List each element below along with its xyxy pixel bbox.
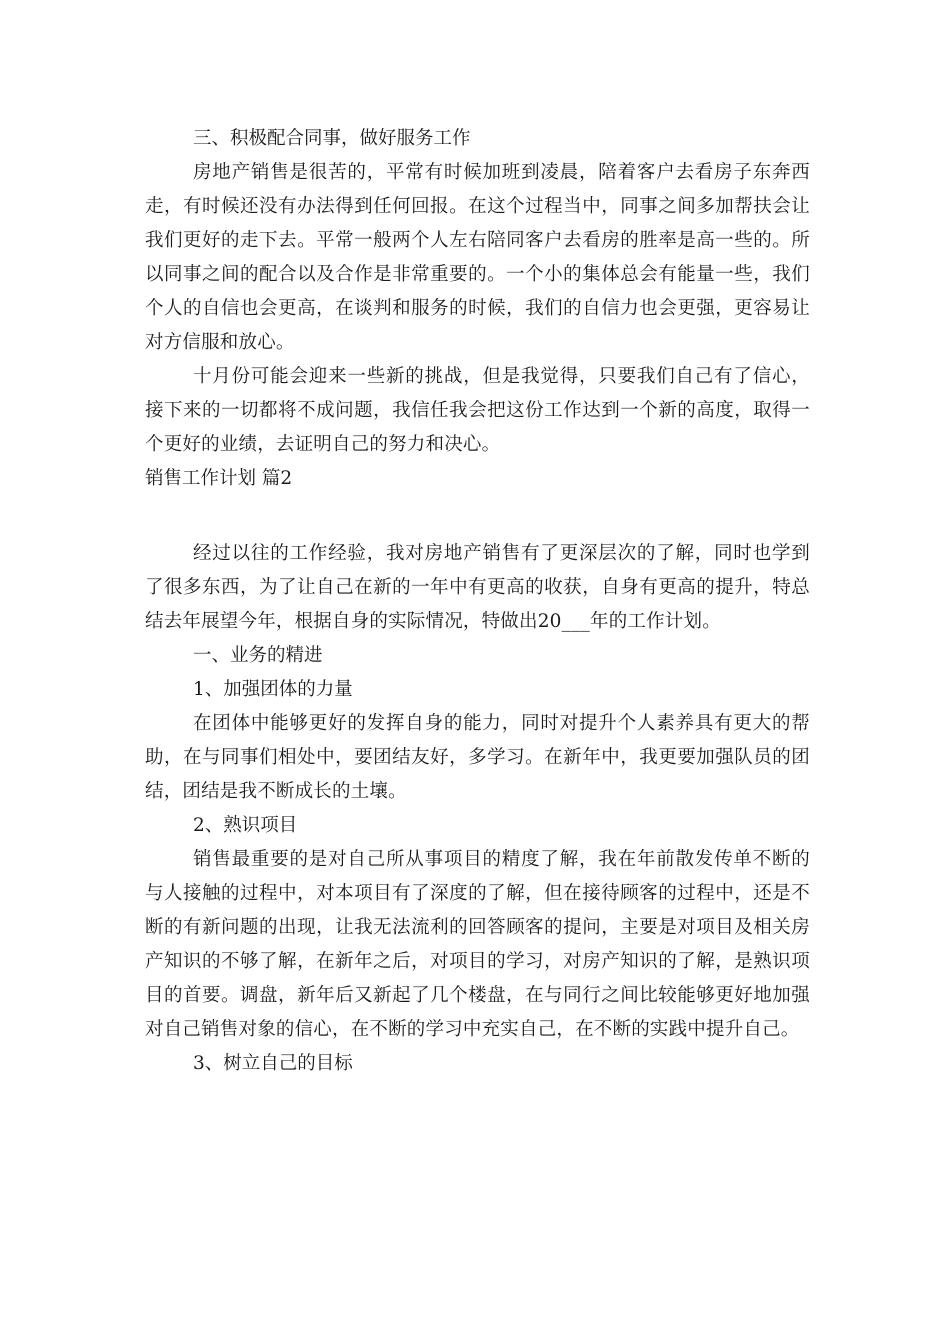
subheading-team-strength: 1、加强团体的力量 [193, 679, 353, 700]
paragraph-work-plan-intro: 经过以往的工作经验，我对房地产销售有了更深层次的了解，同时也学到了很多东西，为了让自己在新的一年中有更高的收获，自身有更高的提升，特总结去年展望今年，根据自身的实际情况，特做出20___年的工作计划。 [145, 543, 810, 632]
paragraph-sales-hardship: 房地产销售是很苦的，平常有时候加班到凌晨，陪着客户去看房子东奔西走，有时候还没有办法得到任何回报。在这个过程当中，同事之间多加帮扶会让我们更好的走下去。平常一般两个人左右陪同客户去看房的胜率是高一些的。所以同事之间的配合以及合作是非常重要的。一个小的集体总会有能量一些，我们个人的自信也会更高，在谈判和服务的时候，我们的自信力也会更强，更容易让对方信服和放心。 [145, 162, 810, 353]
heading-business-improvement: 一、业务的精进 [193, 645, 323, 666]
document-page [145, 122, 810, 1081]
subheading-set-goals: 3、树立自己的目标 [193, 1053, 353, 1074]
paragraph-know-project: 销售最重要的是对自己所从事项目的精度了解，我在年前散发传单不断的与人接触的过程中，对本项目有了深度的了解，但在接待顾客的过程中，还是不断的有新问题的出现，让我无法流利的回答顾客的提问，主要是对项目及相关房产知识的不够了解，在新年之后，对项目的学习，对房产知识的了解，是熟识项目的首要。调盘，新年后又新起了几个楼盘，在与同行之间比较能够更好地加强对自己销售对象的信心，在不断的学习中充实自己，在不断的实践中提升自己。 [145, 849, 810, 1040]
section-title-plan-2: 销售工作计划 篇2 [145, 468, 293, 489]
subheading-know-project: 2、熟识项目 [193, 815, 298, 836]
section-gap [145, 496, 810, 537]
paragraph-october-challenge: 十月份可能会迎来一些新的挑战，但是我觉得，只要我们自己有了信心，接下来的一切都将不成问题，我信任我会把这份工作达到一个新的高度，取得一个更好的业绩，去证明自己的努力和决心。 [145, 366, 810, 455]
paragraph-team-strength: 在团体中能够更好的发挥自身的能力，同时对提升个人素养具有更大的帮助，在与同事们相处中，要团结友好，多学习。在新年中，我更要加强队员的团结，团结是我不断成长的土壤。 [145, 713, 810, 802]
heading-cooperate-colleagues: 三、积极配合同事，做好服务工作 [193, 128, 471, 149]
